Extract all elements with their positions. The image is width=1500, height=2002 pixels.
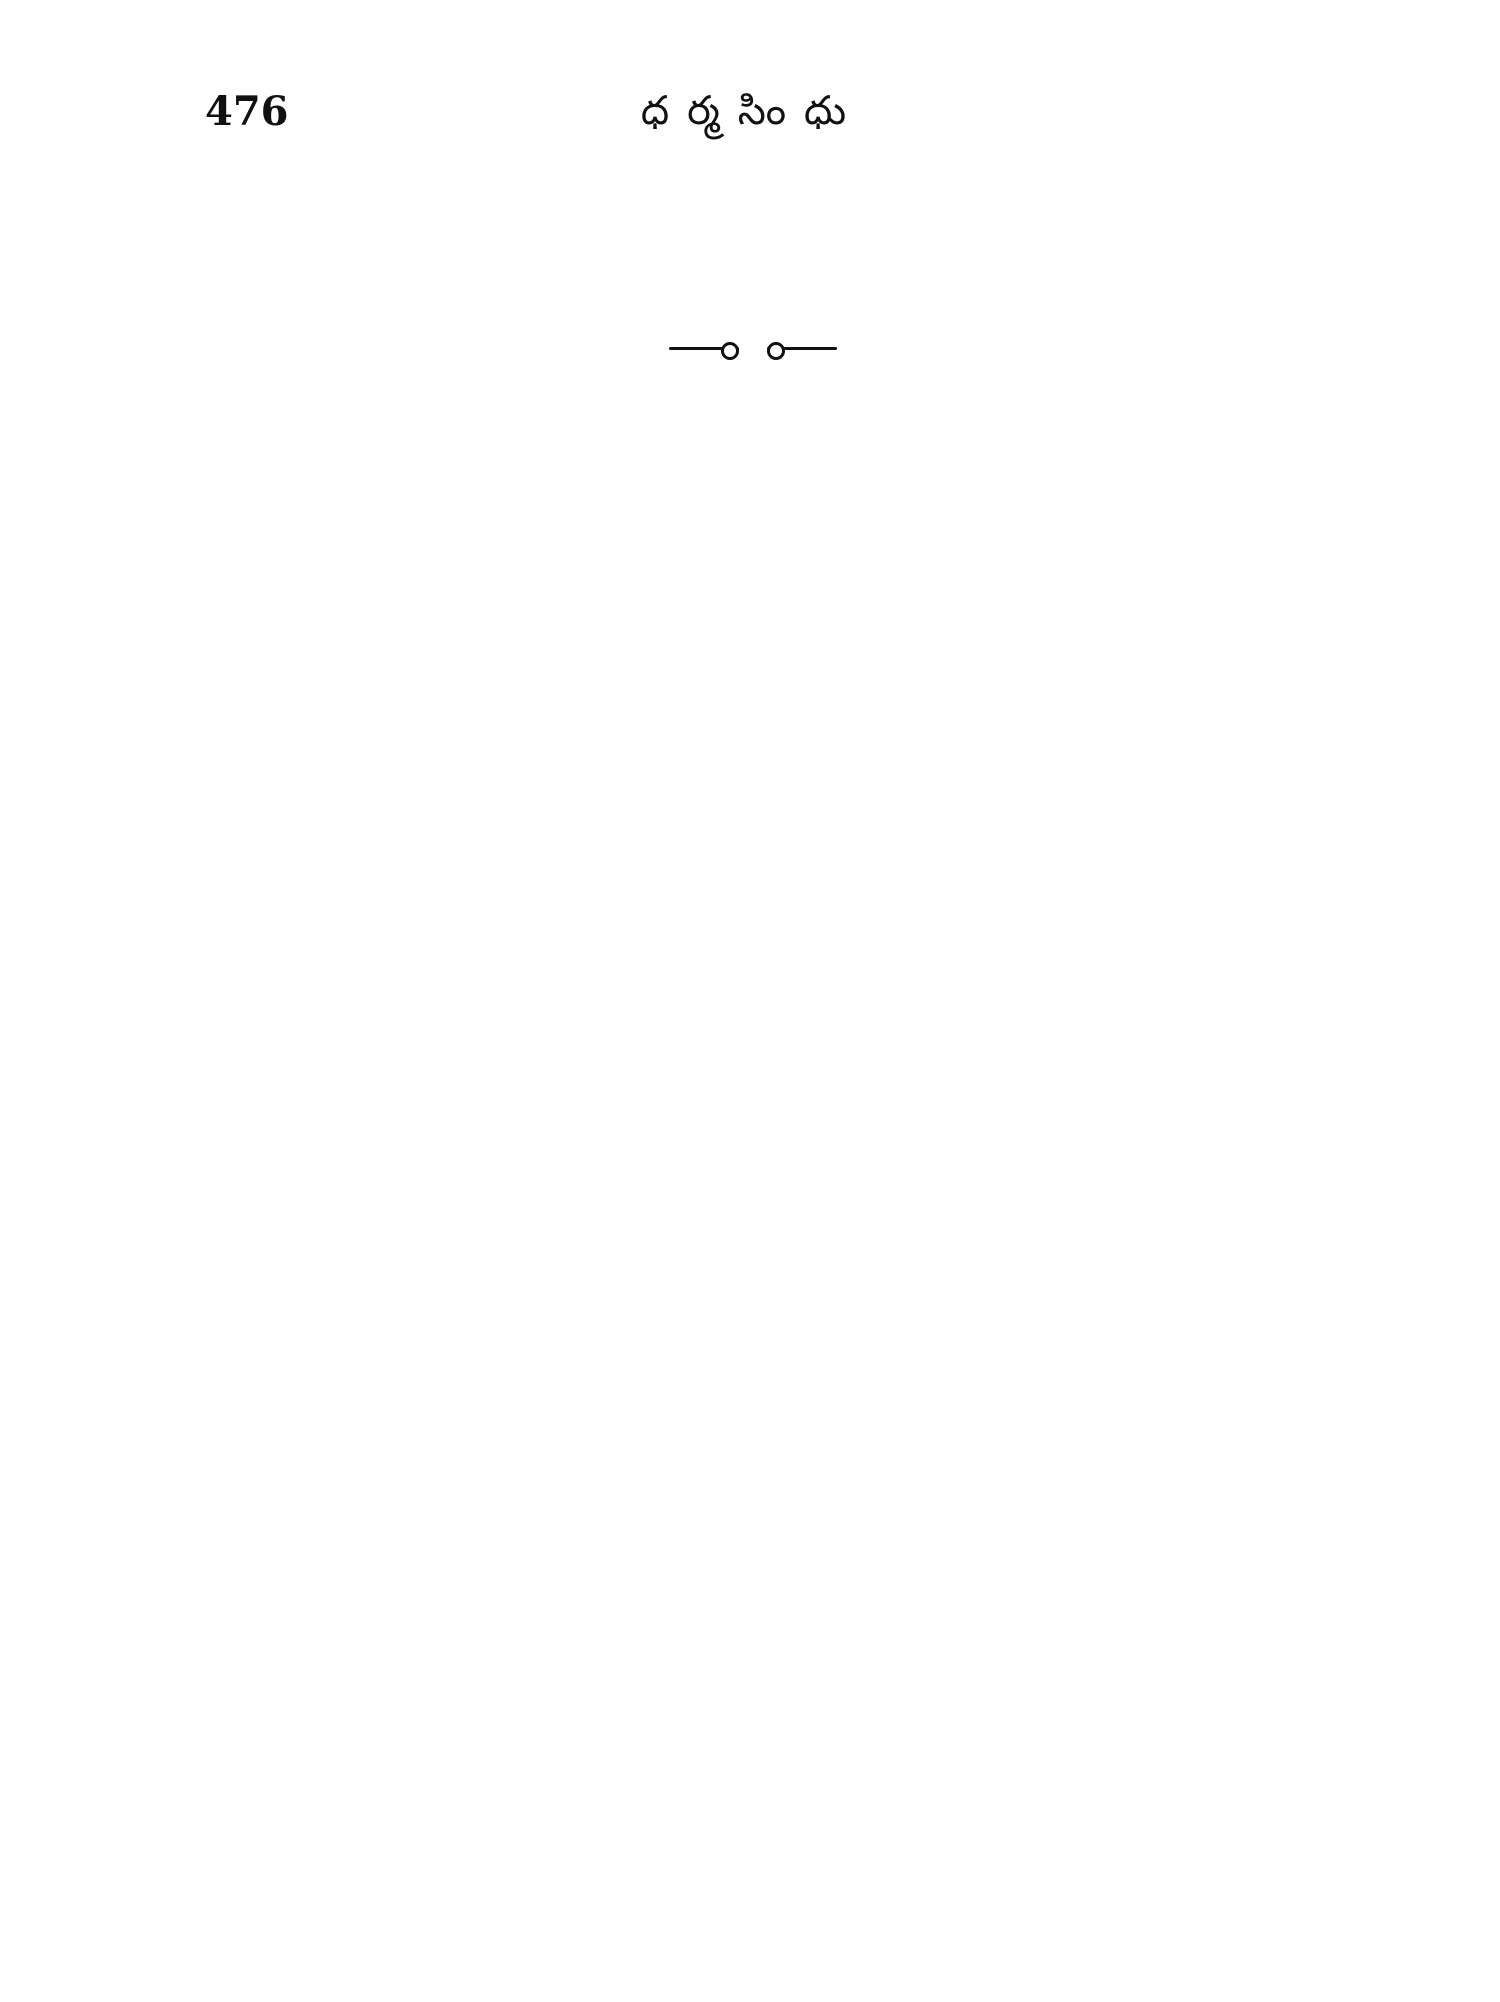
- text-line: [205, 770, 1300, 826]
- text-line: [205, 1946, 1300, 2002]
- section-heading: [205, 318, 1300, 378]
- text-line: [205, 378, 1300, 434]
- text-line: [205, 546, 1300, 602]
- text-line: [205, 1554, 1300, 1610]
- running-title: ధర్మసింధు: [640, 88, 865, 134]
- text-line: [205, 826, 1300, 882]
- text-line: [205, 1890, 1300, 1946]
- page-number: 476: [205, 88, 289, 135]
- scroll-ornament-icon: [669, 341, 739, 355]
- text-line: [205, 1778, 1300, 1834]
- text-line: [205, 1162, 1300, 1218]
- scroll-ornament-icon: [767, 341, 837, 355]
- body-text: [205, 150, 1300, 2002]
- text-line: [205, 150, 1300, 206]
- page-header: [205, 88, 1300, 148]
- text-line: [205, 882, 1300, 938]
- text-line: [205, 1050, 1300, 1106]
- text-line: [205, 1498, 1300, 1554]
- text-line: [205, 1386, 1300, 1442]
- text-line: [205, 1330, 1300, 1386]
- text-line: [205, 1218, 1300, 1274]
- text-line: [205, 1834, 1300, 1890]
- text-line: [205, 1106, 1300, 1162]
- text-line: [205, 1442, 1300, 1498]
- text-line: [205, 938, 1300, 994]
- text-line: [205, 1722, 1300, 1778]
- text-line: [205, 1666, 1300, 1722]
- text-line: [205, 490, 1300, 546]
- text-line: [205, 1274, 1300, 1330]
- text-line: [205, 714, 1300, 770]
- text-line: [205, 434, 1300, 490]
- text-line: [205, 206, 1300, 262]
- text-line: [205, 262, 1300, 318]
- text-line: [205, 1610, 1300, 1666]
- text-line: [205, 658, 1300, 714]
- text-line: [205, 602, 1300, 658]
- text-line: [205, 994, 1300, 1050]
